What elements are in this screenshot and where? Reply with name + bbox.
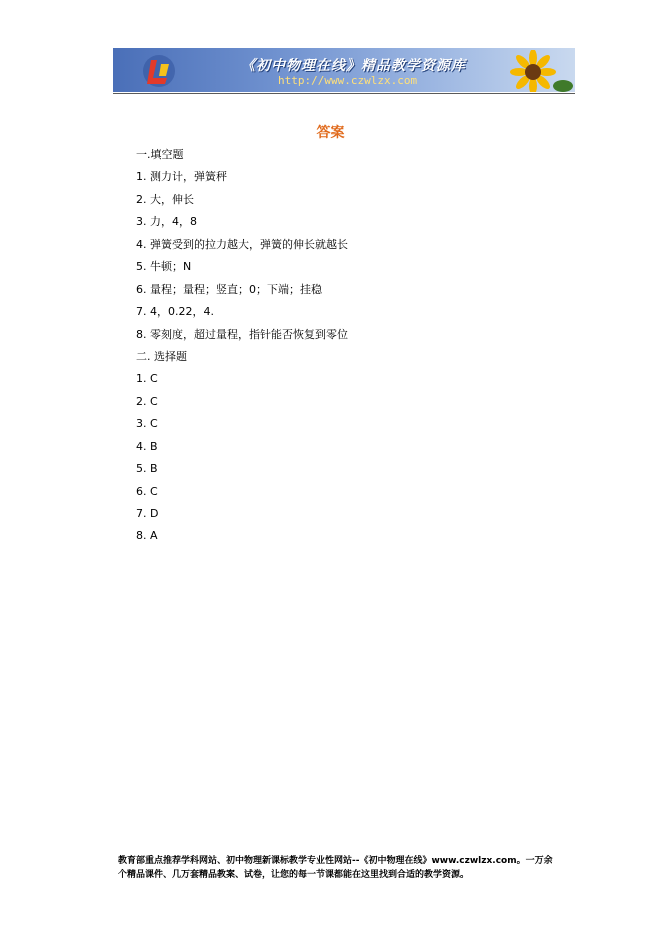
answer-item: 7. D — [136, 507, 159, 520]
section-heading: 一.填空题 — [136, 148, 184, 161]
answer-item: 7. 4，0.22，4. — [136, 305, 214, 319]
answer-item: 3. C — [136, 417, 158, 431]
section-heading: 二. 选择题 — [136, 349, 187, 363]
banner-title: 《初中物理在线》精品教学资源库 — [241, 58, 466, 74]
page-footer — [118, 854, 588, 882]
answer-item: 8. A — [136, 529, 158, 543]
answer-item: 6. 量程；量程；竖直；0；下端；挂稳 — [136, 282, 322, 296]
answer-item: 8. 零刻度，超过量程，指针能否恢复到零位 — [136, 327, 348, 341]
header-banner — [113, 48, 575, 92]
page-title: 答案 — [316, 125, 345, 141]
sunflower-icon — [493, 50, 573, 92]
answer-item: 4. B — [136, 439, 158, 453]
footer-line: 教育部重点推荐学科网站、初中物理新课标教学专业性网站--《初中物理在线》www.czwlzx.com。一万余 — [118, 856, 553, 866]
answer-list — [136, 144, 348, 548]
answer-item: 4. 弹簧受到的拉力越大，弹簧的伸长就越长 — [136, 237, 348, 251]
site-logo-icon — [139, 54, 179, 88]
banner-url[interactable]: http://www.czwlzx.com — [278, 74, 418, 87]
answer-item: 3. 力，4，8 — [136, 215, 197, 229]
answer-item: 2. C — [136, 394, 158, 408]
footer-line: 个精品课件、几万套精品教案、试卷，让您的每一节课都能在这里找到合适的教学资源。 — [118, 870, 470, 880]
answer-item: 5. 牛顿；N — [136, 260, 192, 274]
answer-item: 6. C — [136, 484, 158, 498]
answer-item: 2. 大，伸长 — [136, 192, 194, 206]
answer-item: 5. B — [136, 462, 158, 476]
header-divider — [113, 93, 575, 94]
answer-item: 1. 测力计，弹簧秤 — [136, 170, 227, 184]
answer-item: 1. C — [136, 372, 158, 386]
